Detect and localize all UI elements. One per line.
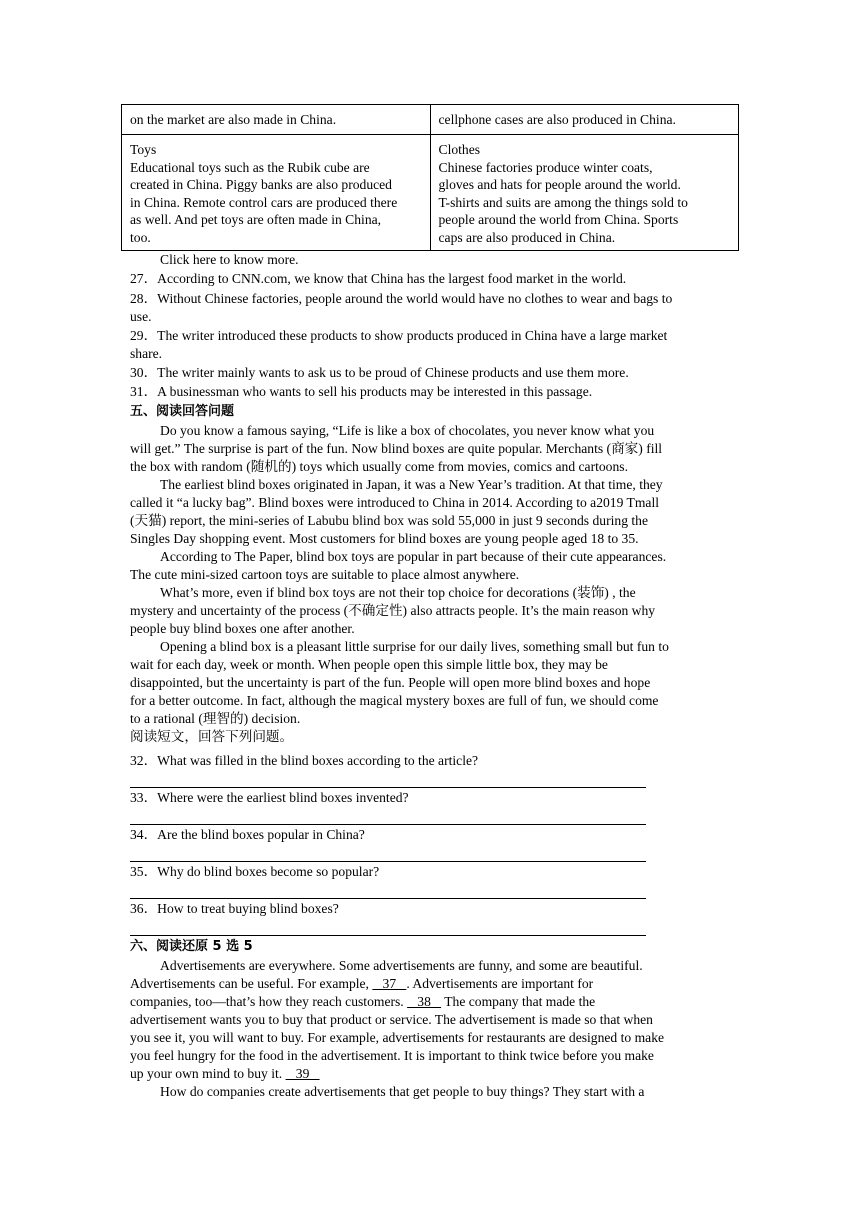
cell-line: created in China. Piggy banks are also produced bbox=[130, 177, 392, 192]
passage-line: for a better outcome. In fact, although the magical mystery boxes are full of fun, we should come bbox=[130, 693, 659, 708]
text-run: Advertisements can be useful. For example, bbox=[130, 976, 373, 991]
blank-39[interactable]: 39 bbox=[285, 1066, 320, 1081]
statement-27: 27．According to CNN.com, we know that China has the largest food market in the world. bbox=[130, 271, 627, 286]
click-here-link[interactable]: Click here to know more. bbox=[160, 252, 299, 267]
text-run: companies, too—that’s how they reach customers. bbox=[130, 994, 408, 1009]
table-cell-toys bbox=[122, 135, 431, 251]
passage-line: wait for each day, week or month. When people open this simple little box, they may be bbox=[130, 657, 608, 672]
products-table bbox=[121, 104, 739, 251]
blank-38[interactable]: 38 bbox=[407, 994, 442, 1009]
cell-line: caps are also produced in China. bbox=[438, 229, 616, 245]
passage-line: The earliest blind boxes originated in Japan, it was a New Year’s tradition. At that time, they bbox=[160, 477, 663, 492]
question-36: 36．How to treat buying blind boxes? bbox=[130, 901, 339, 916]
passage-line: will get.” The surprise is part of the fun. Now blind boxes are quite popular. Merchants (商家) fill bbox=[130, 441, 663, 456]
passage-line: the box with random (随机的) toys which usually come from movies, comics and cartoons. bbox=[130, 459, 628, 474]
cell-line: Educational toys such as the Rubik cube are bbox=[130, 159, 370, 175]
table-cell bbox=[122, 105, 431, 135]
table-row bbox=[122, 105, 739, 135]
text-run: up your own mind to buy it. bbox=[130, 1066, 286, 1081]
instruction: 阅读短文，回答下列问题。 bbox=[130, 729, 294, 744]
answer-line-33[interactable] bbox=[130, 824, 646, 825]
answer-line-35[interactable] bbox=[130, 898, 646, 899]
passage-line: Do you know a famous saying, “Life is like a box of chocolates, you never know what you bbox=[160, 423, 655, 438]
text-run: . Advertisements are important for bbox=[406, 976, 594, 991]
passage-line: people buy blind boxes one after another. bbox=[130, 621, 355, 636]
statement-28-cont: use. bbox=[130, 309, 152, 324]
section-5-heading: 五、阅读回答问题 bbox=[130, 404, 235, 419]
passage-line bbox=[130, 993, 740, 1011]
cell-line: gloves and hats for people around the world. bbox=[438, 177, 681, 192]
question-34: 34．Are the blind boxes popular in China? bbox=[130, 827, 365, 842]
statement-30: 30．The writer mainly wants to ask us to be proud of Chinese products and use them more. bbox=[130, 365, 629, 380]
cell-title: Clothes bbox=[438, 142, 481, 157]
passage-line: Singles Day shopping event. Most customers for blind boxes are young people aged 18 to 35. bbox=[130, 531, 639, 546]
cell-line: in China. Remote control cars are produced there bbox=[130, 194, 398, 210]
passage-line: How do companies create advertisements that get people to buy things? They start with a bbox=[160, 1084, 645, 1099]
passage-line: According to The Paper, blind box toys are popular in part because of their cute appearances. bbox=[160, 549, 667, 564]
cell-line: people around the world from China. Sports bbox=[438, 212, 679, 227]
cell-line: T-shirts and suits are among the things sold to bbox=[438, 194, 688, 210]
section-6-heading: 六、阅读还原 5 选 5 bbox=[130, 939, 253, 954]
passage-line: (天猫) report, the mini-series of Labubu blind box was sold 55,000 in just 9 seconds during the bbox=[130, 513, 648, 528]
text-run: The company that made the bbox=[441, 994, 596, 1009]
question-33: 33．Where were the earliest blind boxes invented? bbox=[130, 790, 409, 805]
statement-28: 28．Without Chinese factories, people around the world would have no clothes to wear and bags to bbox=[130, 291, 673, 306]
statement-29-cont: share. bbox=[130, 346, 163, 361]
passage-line: advertisement wants you to buy that product or service. The advertisement is made so that when bbox=[130, 1012, 653, 1027]
passage-line: called it “a lucky bag”. Blind boxes were introduced to China in 2014. According to a2019 Tmall bbox=[130, 495, 660, 510]
cell-title: Toys bbox=[130, 142, 157, 157]
cell-line: too. bbox=[130, 229, 151, 245]
section-6-passage bbox=[130, 957, 740, 1101]
table-row bbox=[122, 135, 739, 251]
question-32: 32．What was filled in the blind boxes according to the article? bbox=[130, 753, 479, 768]
cell-line: Chinese factories produce winter coats, bbox=[438, 159, 653, 175]
passage-line: disappointed, but the uncertainty is part of the fun. People will open more blind boxes and hope bbox=[130, 675, 651, 690]
section-5-passage bbox=[130, 422, 730, 746]
cell-text: on the market are also made in China. bbox=[130, 112, 337, 127]
passage-line: you see it, you will want to buy. For example, advertisements for restaurants are designed to make bbox=[130, 1030, 665, 1045]
cell-text: cellphone cases are also produced in China. bbox=[438, 112, 676, 127]
cell-line: as well. And pet toys are often made in China, bbox=[130, 212, 382, 227]
passage-line: Advertisements are everywhere. Some advertisements are funny, and some are beautiful. bbox=[160, 958, 643, 973]
answer-line-32[interactable] bbox=[130, 787, 646, 788]
table-cell bbox=[430, 105, 739, 135]
passage-line: Opening a blind box is a pleasant little surprise for our daily lives, something small but fun to bbox=[160, 639, 669, 654]
table-cell-clothes bbox=[430, 135, 739, 251]
passage-line: to a rational (理智的) decision. bbox=[130, 711, 301, 726]
statement-29: 29．The writer introduced these products to show products produced in China have a large market bbox=[130, 328, 668, 343]
statement-31: 31．A businessman who wants to sell his products may be interested in this passage. bbox=[130, 384, 593, 399]
passage-line: The cute mini-sized cartoon toys are suitable to place almost anywhere. bbox=[130, 567, 520, 582]
blank-37[interactable]: 37 bbox=[372, 976, 407, 991]
passage-line: mystery and uncertainty of the process (不确定性) also attracts people. It’s the main reason why bbox=[130, 603, 656, 618]
question-35: 35．Why do blind boxes become so popular? bbox=[130, 864, 380, 879]
passage-line: What’s more, even if blind box toys are not their top choice for decorations (装饰) , the bbox=[160, 585, 636, 600]
answer-line-36[interactable] bbox=[130, 935, 646, 936]
passage-line bbox=[130, 1065, 740, 1083]
passage-line: you feel hungry for the food in the advertisement. It is important to think twice before you make bbox=[130, 1048, 654, 1063]
passage-line bbox=[130, 975, 740, 993]
answer-line-34[interactable] bbox=[130, 861, 646, 862]
